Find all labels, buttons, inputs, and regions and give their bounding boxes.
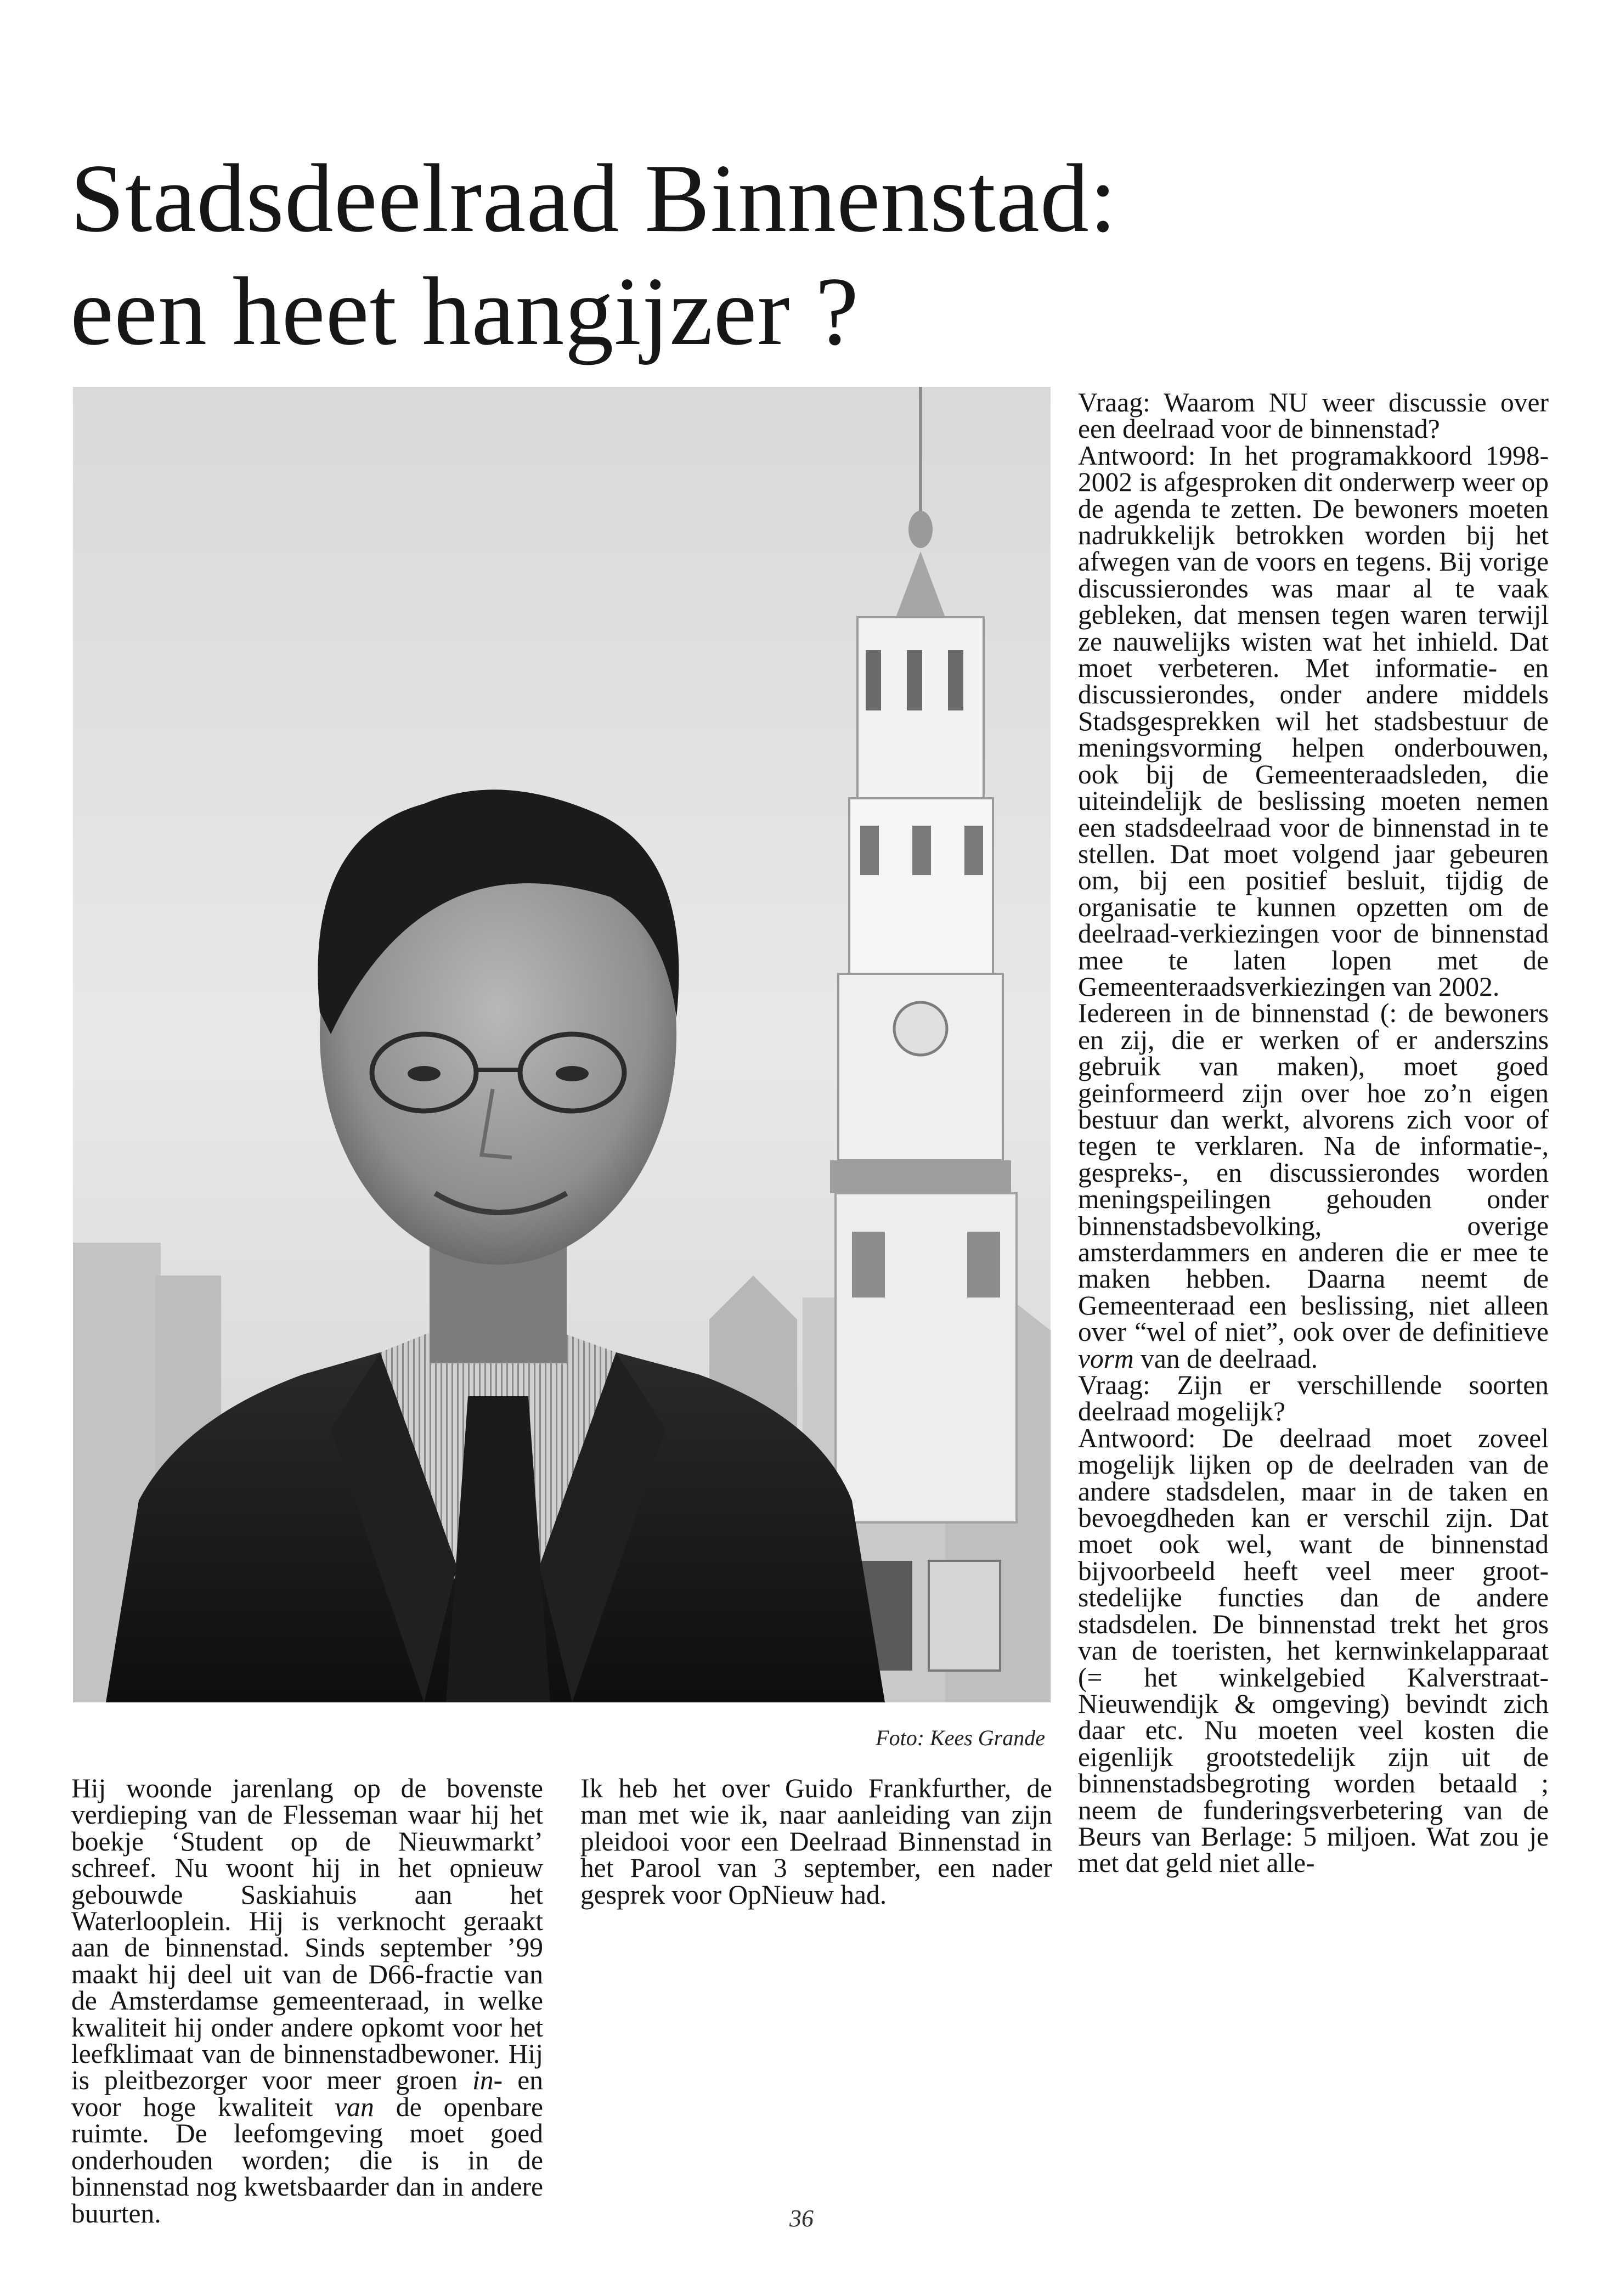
answer-1: Antwoord: In het programakkoord 1998-2002 is afgesproken dit onderwerp weer op de agenda te zetten. De bewoners moeten nadrukkelijk betrokken worden bij het afwegen van de voors en tegens. Bij vorige discussierondes was maar al te vaak gebleken, dat mensen tegen waren terwijl ze nauwelijks wisten wat het inhield. Dat moet verbeteren. Met informatie- en discussierondes, onder andere middels Stadsgesprekken wil het stadsbestuur de meningsvorming helpen onderbouwen, ook bij de Gemeenteraadsleden, die uiteindelijk de beslissing moeten nemen een stadsdeelraad voor de binnenstad in te stellen. Dat moet volgend jaar gebeuren om, bij een positief besluit, tijdig de organisatie te kunnen opzetten om de deelraad-verkiezingen voor de binnenstad mee te laten lopen met de Gemeenteraadsverkiezingen van 2002. — [1078, 440, 1549, 1002]
intro-text-b: - en voor hoge kwaliteit — [71, 2065, 543, 2122]
answer-2: Antwoord: De deelraad moet zoveel mogelijk lijken op de deelraden van de andere stadsdelen, maar in de taken en bevoegdheden kan er verschil zijn. Dat moet ook wel, want de binnenstad bijvoorbeeld heeft veel meer groot-stedelijke functies dan de andere stadsdelen. De binnenstad trekt het gros van de toeristen, het kernwinkelapparaat (= het winkelgebied Kalverstraat-Nieuwendijk & omgeving) bevindt zich daar etc. Nu moeten veel kosten die eigenlijk grootstedelijk zijn uit de binnenstadsbegroting worden betaald ; neem de funderingsverbetering van de Beurs van Berlage: 5 miljoen. Wat zou je met dat geld niet alle- — [1078, 1423, 1549, 1878]
answer-1b-text-a: Iedereen in de binnenstad (: de bewoners en zij, die er werken of er anderszins gebruik van maken), moet goed geinformeerd zijn over hoe zo’n eigen bestuur dan werkt, alvorens zich voor of tegen te verklaren. Na de informatie-, gespreks-, en discussierondes worden meningspeilingen gehouden onder binnenstadsbevolking, overige amsterdammers en anderen die er mee te maken hebben. Daarna neemt de Gemeenteraad een beslissing, niet alleen over “wel of niet”, ook over de definitieve — [1078, 998, 1549, 1347]
intro-text-a: Hij woonde jarenlang op de bovenste verdieping van de Flesseman waar hij het boekje ‘Student op de Nieuwmarkt’ schreef. Nu woont hij in het opnieuw gebouwde Saskiahuis aan het Waterlooplein. Hij is verknocht geraakt aan de binnenstad. Sinds september ’99 maakt hij deel uit van de D66-fractie van de Amsterdamse gemeenteraad, in welke kwaliteit hij onder andere opkomt voor het leefklimaat van de binnenstadbewoner. Hij is pleitbezorger voor meer groen — [71, 1773, 543, 2096]
intro-emphasis-van: van — [335, 2091, 374, 2122]
intro-text-c: de openbare ruimte. De leefomgeving moet goed onderhouden worden; die is in de binnenstad nog kwetsbaarder dan in andere buurten. — [71, 2091, 543, 2229]
page-number: 36 — [789, 2205, 814, 2232]
article-title — [70, 142, 1332, 368]
title-line-2: een heet hangijzer ? — [70, 257, 860, 365]
intro-column-1 — [71, 1775, 543, 2227]
answer-1-continued — [1078, 1000, 1549, 1372]
intro-paragraph-1 — [71, 1775, 543, 2227]
question-1: Vraag: Waarom NU weer discussie over een deelraad voor de binnenstad? — [1078, 387, 1549, 444]
answer-1b-emphasis: vorm — [1078, 1343, 1134, 1374]
title-line-1: Stadsdeelraad Binnenstad: — [70, 144, 1117, 252]
answer-1b-text-b: van de deelraad. — [1133, 1343, 1318, 1374]
intro-column-2 — [580, 1775, 1052, 1908]
portrait-photo — [73, 387, 1051, 1702]
photo-credit: Foto: Kees Grande — [876, 1725, 1045, 1750]
portrait-illustration — [73, 387, 1051, 1702]
intro-paragraph-2: Ik heb het over Guido Frankfurther, de man met wie ik, naar aanleiding van zijn pleidooi voor een Deelraad Binnenstad in het Parool van 3 september, een nader gesprek voor OpNieuw had. — [580, 1773, 1052, 1910]
question-2: Vraag: Zijn er verschillende soorten deelraad mogelijk? — [1078, 1370, 1549, 1427]
intro-emphasis-in: in — [472, 2065, 494, 2096]
interview-column — [1078, 387, 1549, 1878]
